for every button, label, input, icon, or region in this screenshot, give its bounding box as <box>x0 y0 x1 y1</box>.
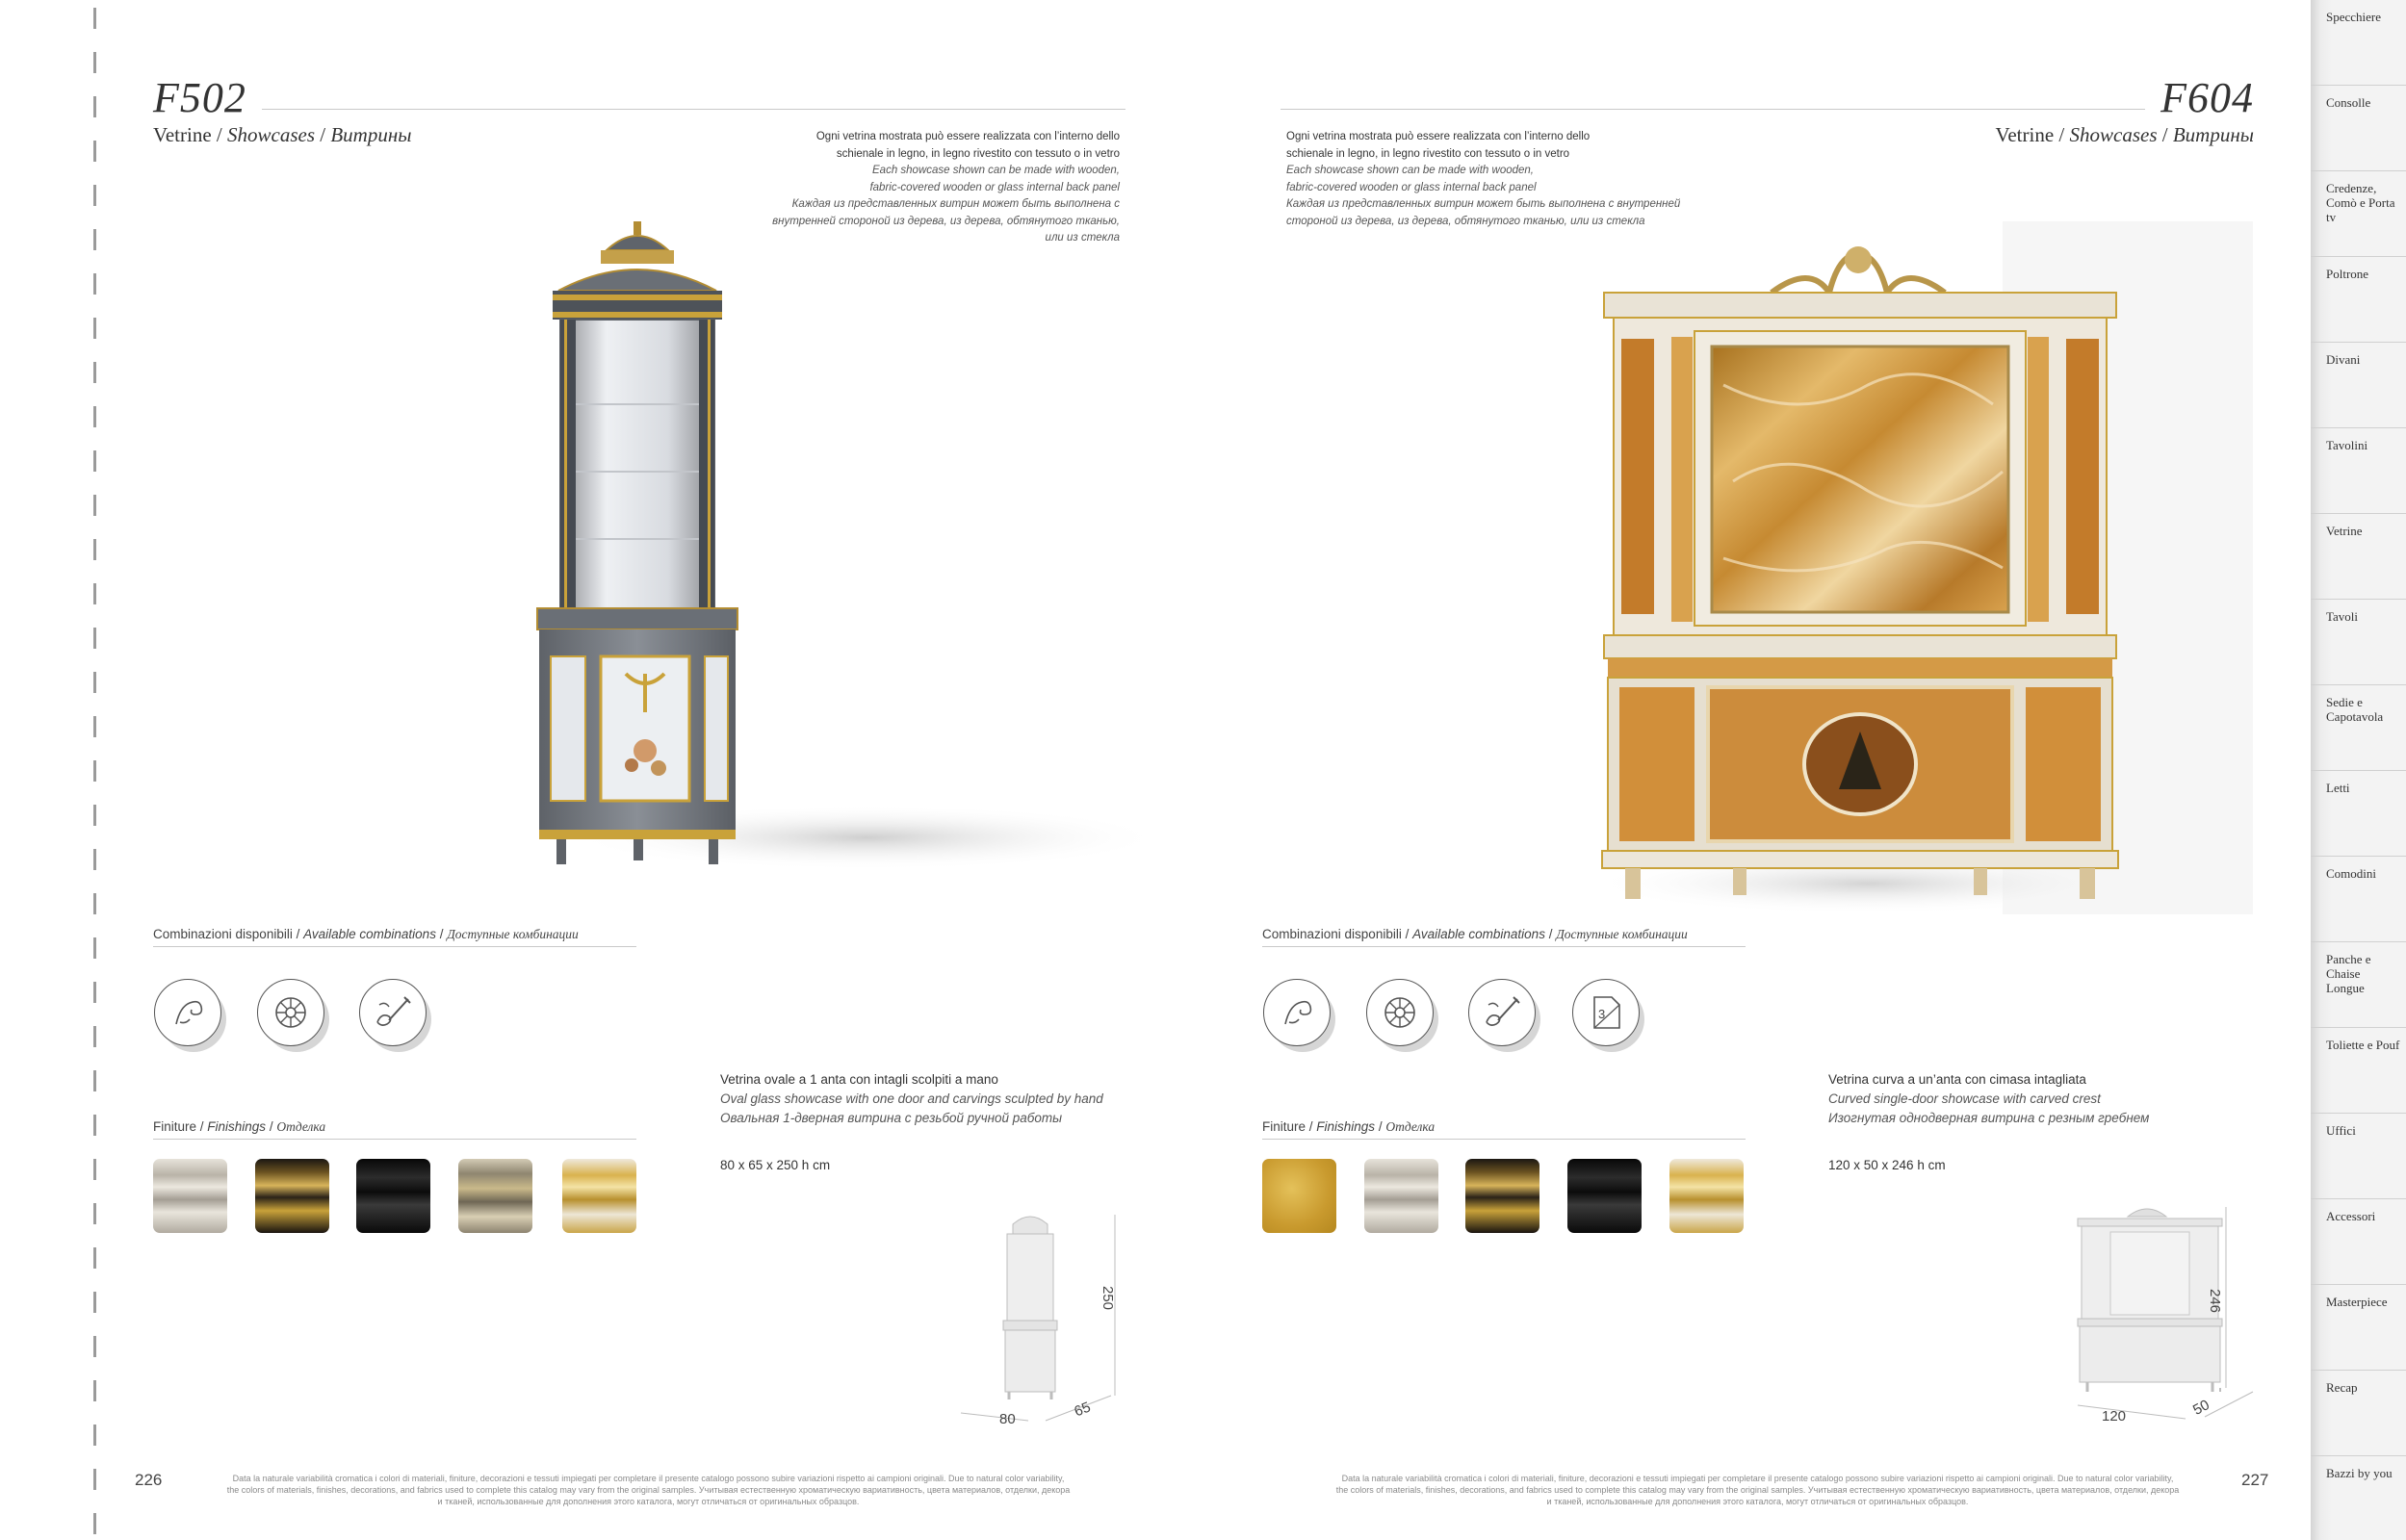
swatch-gold-ivory <box>562 1159 636 1233</box>
tab-letti[interactable]: Letti <box>2311 771 2406 857</box>
color-disclaimer-left: Data la naturale variabilità cromatica i colori di materiali, finiture, decorazioni e tessuti impiegati per completare il presente catalogo possono subire variazioni rispetto ai campioni originali. Due to natural color variability, the colors of materials, finishes, decorations, and fabrics used to complete this catalog may vary from the original samples. Учитывая естественную хроматическую вариативность, цвета материалов, отделки, декора и тканей, использованные для дополнения этого каталога, могут отличаться от оригинальных образцов. <box>226 1474 1071 1506</box>
svg-text:3: 3 <box>1598 1007 1606 1021</box>
dim-width: 80 <box>999 1411 1016 1427</box>
combinations-heading: Combinazioni disponibili / Available combinations / Доступные комбинации <box>153 927 579 941</box>
dimension-drawing-f604 <box>2051 1199 2263 1440</box>
product-dimensions: 120 x 50 x 246 h cm <box>1828 1158 1946 1172</box>
product-description: Vetrina curva a un’anta con cimasa intagliata Curved single-door showcase with carved crest Изогнутая однодверная витрина с резным гребнем <box>1828 1072 2150 1125</box>
swatch-silver-ivory <box>153 1159 227 1233</box>
combinations-heading: Combinazioni disponibili / Available combinations / Доступные комбинации <box>1262 927 1688 941</box>
rosette-icon <box>257 979 324 1046</box>
carving-icon <box>154 979 221 1046</box>
product-image-f502 <box>501 212 1155 905</box>
category-subtitle: Vetrine / Showcases / Витрины <box>1995 123 2254 146</box>
swatch-gold-ivory <box>1669 1159 1744 1233</box>
finishes-rule <box>153 1139 636 1140</box>
title-rule <box>262 109 1125 110</box>
swatch-black-lacquer <box>356 1159 430 1233</box>
product-description: Vetrina ovale a 1 anta con intagli scolpiti a mano Oval glass showcase with one door and carvings sculpted by hand Овальная 1-дверная витрина с резьбой ручной работы <box>720 1072 1103 1125</box>
swatch-gold-leaf <box>1262 1159 1336 1233</box>
tab-credenze[interactable]: Credenze, Comò e Porta tv <box>2311 171 2406 257</box>
dimension-drawing-f502 <box>953 1203 1146 1434</box>
color-disclaimer-right: Data la naturale variabilità cromatica i colori di materiali, finiture, decorazioni e tessuti impiegati per completare il presente catalogo possono subire variazioni rispetto ai campioni originali. Due to natural color variability, the colors of materials, finishes, decorations, and fabrics used to complete this catalog may vary from the original samples. Учитывая естественную хроматическую вариативность, цвета материалов, отделки, декора и тканей, использованные для дополнения этого каталога, могут отличаться от оригинальных образцов. <box>1335 1474 2180 1506</box>
carving-icon <box>1263 979 1331 1046</box>
dim-height: 246 <box>2207 1288 2224 1314</box>
finishes-heading: Finiture / Finishings / Отделка <box>1262 1119 1436 1134</box>
dim-depth: 50 <box>2189 1397 2212 1419</box>
category-subtitle: Vetrine / Showcases / Витрины <box>153 123 412 146</box>
title-rule <box>1281 109 2145 110</box>
tab-comodini[interactable]: Comodini <box>2311 857 2406 942</box>
product-image-f604 <box>1579 221 2253 934</box>
product-code: F502 <box>153 74 246 121</box>
rosette-icon <box>1366 979 1434 1046</box>
swatch-black-lacquer <box>1567 1159 1642 1233</box>
product-code: F604 <box>2160 74 2254 121</box>
tab-uffici[interactable]: Uffici <box>2311 1114 2406 1199</box>
tab-sedie[interactable]: Sedie e Capotavola <box>2311 685 2406 771</box>
finishes-heading: Finiture / Finishings / Отделка <box>153 1119 326 1134</box>
tab-specchiere[interactable]: Specchiere <box>2311 0 2406 86</box>
swatch-black-gold <box>255 1159 329 1233</box>
tab-masterpiece[interactable]: Masterpiece <box>2311 1285 2406 1371</box>
combinations-rule <box>153 946 636 947</box>
combinations-rule <box>1262 946 1746 947</box>
tab-consolle[interactable]: Consolle <box>2311 86 2406 171</box>
tab-tavolini[interactable]: Tavolini <box>2311 428 2406 514</box>
swatch-silver-ivory <box>1364 1159 1438 1233</box>
dim-depth: 65 <box>1072 1399 1094 1421</box>
page-number-left: 226 <box>135 1471 163 1489</box>
tab-tavoli[interactable]: Tavoli <box>2311 600 2406 685</box>
3d-inlay-icon <box>1572 979 1640 1046</box>
swatch-black-gold <box>1465 1159 1539 1233</box>
tab-divani[interactable]: Divani <box>2311 343 2406 428</box>
tab-accessori[interactable]: Accessori <box>2311 1199 2406 1285</box>
hand-painted-icon <box>1468 979 1536 1046</box>
page-number-right: 227 <box>2241 1471 2269 1489</box>
tab-poltrone[interactable]: Poltrone <box>2311 257 2406 343</box>
tab-toliette[interactable]: Toliette e Pouf <box>2311 1028 2406 1114</box>
swatch-grey-gold <box>458 1159 532 1233</box>
back-panel-note: Ogni vetrina mostrata può essere realizzata con l’interno dello schienale in legno, in legno rivestito con tessuto o in vetro Each showcase shown can be made with wooden, fabric-covered wooden or glass internal back panel Каждая из представленных витрин может быть выполнена с внутренней стороной из дерева, из дерева, обтянутого тканью, или из стекла <box>772 131 1120 244</box>
dim-width: 120 <box>2102 1408 2127 1424</box>
tab-panche[interactable]: Panche e Chaise Longue <box>2311 942 2406 1028</box>
dim-height: 250 <box>1100 1285 1117 1311</box>
hand-painted-icon <box>359 979 427 1046</box>
tab-vetrine[interactable]: Vetrine <box>2311 514 2406 600</box>
back-panel-note: Ogni vetrina mostrata può essere realizzata con l’interno dello schienale in legno, in legno rivestito con tessuto o in vetro Each showcase shown can be made with wooden, fabric-covered wooden or glass internal back panel Каждая из представленных витрин может быть выполнена с внутренней стороной из дерева, из дерева, обтянутого тканью, или из стекла <box>1286 131 1681 227</box>
tab-recap[interactable]: Recap <box>2311 1371 2406 1456</box>
tab-bazzi-by-you[interactable]: Bazzi by you <box>2326 1466 2393 1480</box>
finishes-rule <box>1262 1139 1746 1140</box>
binding-margin-dashes <box>93 8 96 1538</box>
product-dimensions: 80 x 65 x 250 h cm <box>720 1158 831 1172</box>
